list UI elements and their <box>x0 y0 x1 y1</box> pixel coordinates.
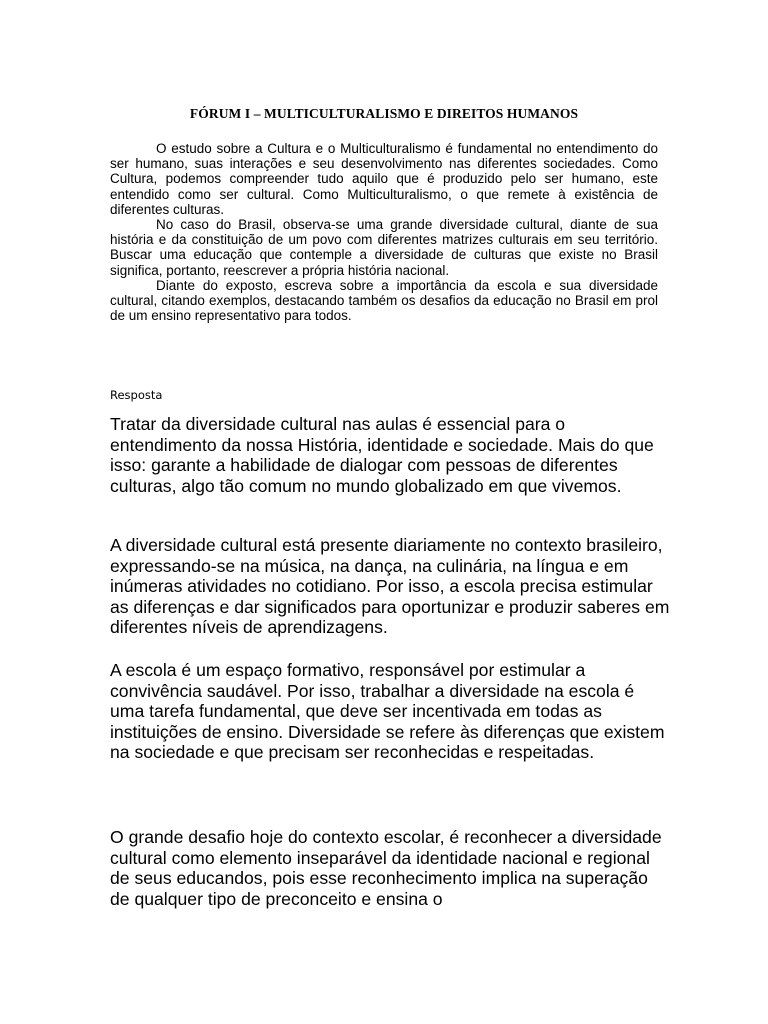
question-block <box>110 141 658 323</box>
document-title: FÓRUM I – MULTICULTURALISMO E DIREITOS HUMANOS <box>189 106 579 121</box>
answer-paragraph: O grande desafio hoje do contexto escolar, é reconhecer a diversidade cultural como elemento inseparável da identidade nacional e regional de seus educandos, pois esse reconhecimento implica na superação de qualquer tipo de preconceito e ensina o <box>110 827 662 909</box>
answer-paragraph: Tratar da diversidade cultural nas aulas é essencial para o entendimento da nossa História, identidade e sociedade. Mais do que isso: garante a habilidade de dialogar com pessoas de diferentes culturas, algo tão comum no mundo globalizado em que vivemos. <box>110 414 654 496</box>
answer-paragraph: A diversidade cultural está presente diariamente no contexto brasileiro, expressando-se na música, na dança, na culinária, na língua e em inúmeras atividades no cotidiano. Por isso, a escola precisa estimular as diferenças e dar significados para oportunizar e produzir saberes em diferentes níveis de aprendizagens. <box>110 535 670 637</box>
question-paragraph: O estudo sobre a Cultura e o Multiculturalismo é fundamental no entendimento do ser humano, suas interações e seu desenvolvimento nas diferentes sociedades. Como Cultura, podemos compreender tudo aquilo que é produzido pelo ser humano, este entendido como ser cultural. Como Multiculturalismo, o que remete à existência de diferentes culturas. <box>110 141 658 217</box>
question-paragraph: Diante do exposto, escreva sobre a importância da escola e sua diversidade cultural, citando exemplos, destacando também os desafios da educação no Brasil em prol de um ensino representativo para todos. <box>110 277 658 324</box>
question-paragraph: No caso do Brasil, observa-se uma grande diversidade cultural, diante de sua história e da constituição de um povo com diferentes matrizes culturais em seu território. Buscar uma educação que contemple a diversidade de culturas que existe no Brasil significa, portanto, reescrever a própria história nacional. <box>110 217 658 278</box>
answer-paragraph: A escola é um espaço formativo, responsável por estimular a convivência saudável. Por isso, trabalhar a diversidade na escola é uma tarefa fundamental, que deve ser incentivada em todas as instituições de ensino. Diversidade se refere às diferenças que existem na sociedade e que precisam ser reconhecidas e respeitadas. <box>110 660 665 762</box>
answer-label: Resposta <box>110 388 163 402</box>
